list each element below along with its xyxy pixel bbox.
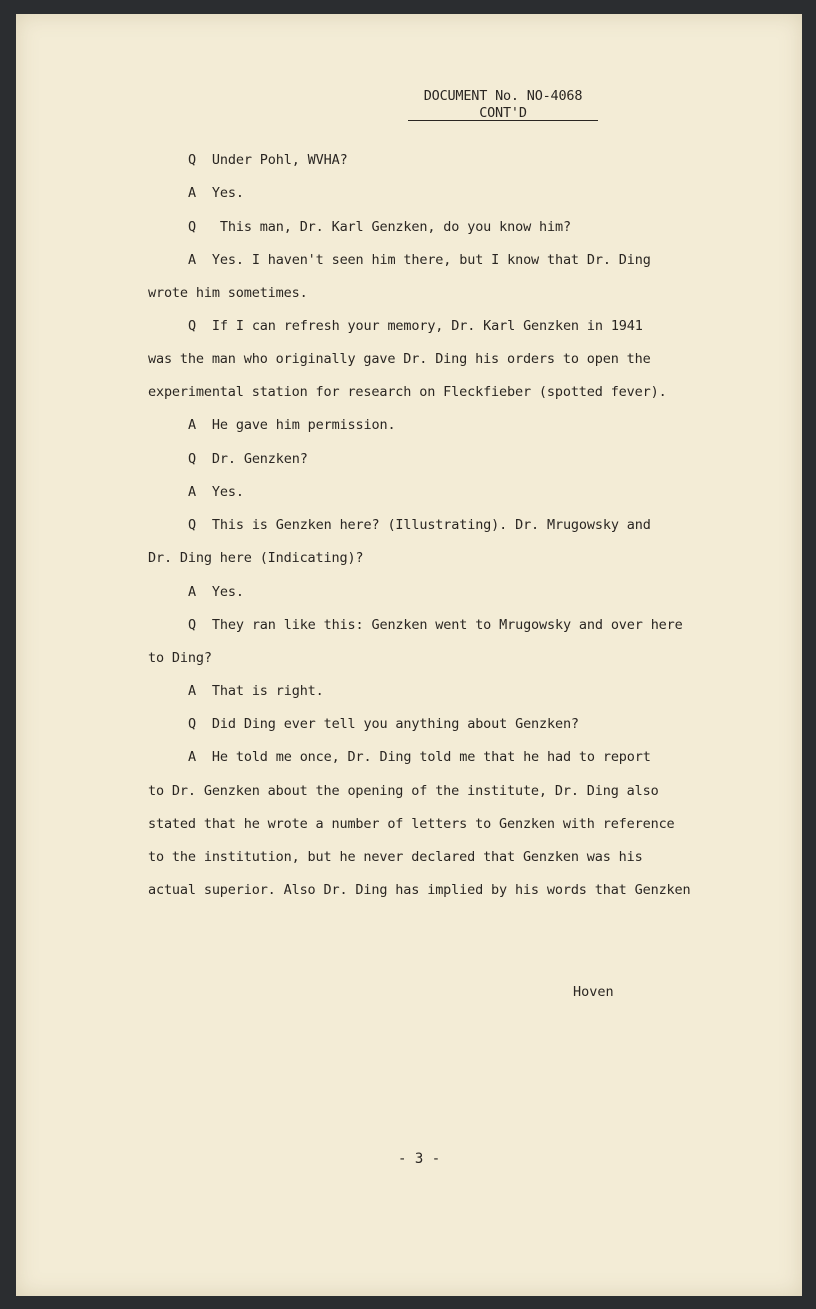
transcript-line: Q This is Genzken here? (Illustrating). Dr. Mrugowsky and: [188, 517, 651, 533]
transcript-line: A Yes.: [188, 484, 244, 500]
document-header: [408, 88, 598, 122]
transcript-line: experimental station for research on Fleckfieber (spotted fever).: [148, 384, 667, 400]
transcript-line: was the man who originally gave Dr. Ding his orders to open the: [148, 351, 651, 367]
transcript-line: Q Did Ding ever tell you anything about Genzken?: [188, 716, 579, 732]
transcript-line: to Dr. Genzken about the opening of the institute, Dr. Ding also: [148, 783, 659, 799]
transcript-line: Q If I can refresh your memory, Dr. Karl Genzken in 1941: [188, 318, 643, 334]
transcript-line: Q Dr. Genzken?: [188, 451, 308, 467]
transcript-line: A Yes.: [188, 584, 244, 600]
transcript-line: A Yes. I haven't seen him there, but I know that Dr. Ding: [188, 252, 651, 268]
transcript-line: Dr. Ding here (Indicating)?: [148, 550, 364, 566]
transcript-line: to Ding?: [148, 650, 212, 666]
transcript-line: actual superior. Also Dr. Ding has implied by his words that Genzken: [148, 882, 691, 898]
document-number: DOCUMENT No. NO-4068: [423, 88, 583, 104]
transcript-line: Q Under Pohl, WVHA?: [188, 152, 348, 168]
header-underline: [408, 120, 598, 121]
transcript-line: Q They ran like this: Genzken went to Mrugowsky and over here: [188, 617, 683, 633]
signature-name: Hoven: [573, 984, 614, 1000]
document-page: [16, 14, 802, 1296]
transcript-line: wrote him sometimes.: [148, 285, 308, 301]
transcript-line: A He told me once, Dr. Ding told me that he had to report: [188, 749, 651, 765]
continued-label: CONT'D: [479, 105, 527, 121]
transcript-line: A That is right.: [188, 683, 324, 699]
transcript-line: A Yes.: [188, 185, 244, 201]
page-number: - 3 -: [398, 1151, 441, 1167]
transcript-line: to the institution, but he never declared that Genzken was his: [148, 849, 643, 865]
transcript-line: stated that he wrote a number of letters to Genzken with reference: [148, 816, 675, 832]
transcript-line: A He gave him permission.: [188, 417, 396, 433]
transcript-line: Q This man, Dr. Karl Genzken, do you know him?: [188, 219, 571, 235]
